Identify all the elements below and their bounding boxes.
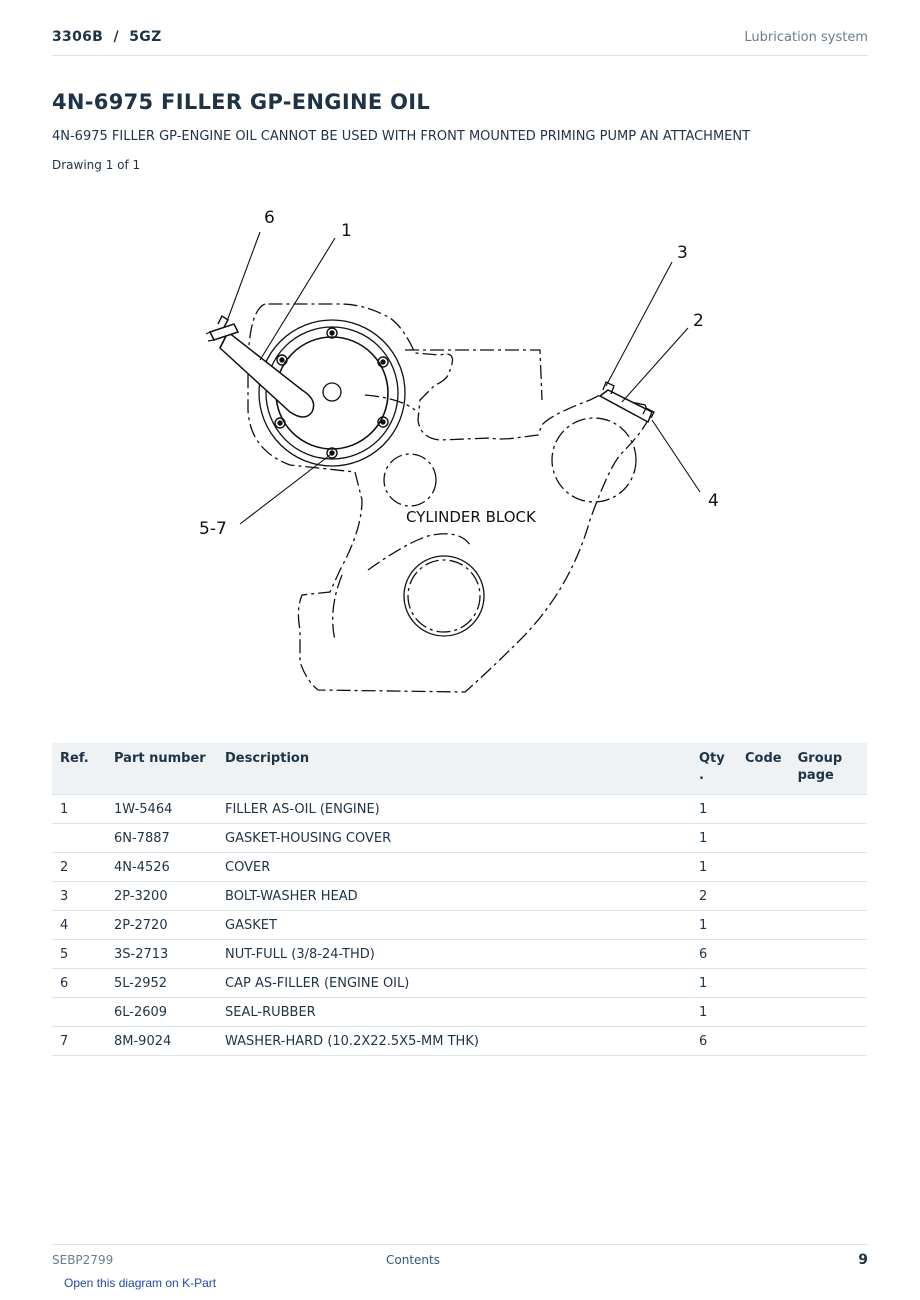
open-in-kpart-link[interactable]: Open this diagram on K-Part (64, 1276, 217, 1290)
cell-qty: 1 (691, 824, 737, 853)
document-id: SEBP2799 (52, 1253, 114, 1267)
cell-qty: 1 (691, 969, 737, 998)
table-row (52, 911, 867, 940)
cell-part-number: 4N-4526 (106, 853, 217, 882)
callout-2: 2 (693, 311, 704, 331)
header-divider (52, 55, 868, 56)
cell-description: SEAL-RUBBER (217, 998, 691, 1027)
cell-description: COVER (217, 853, 691, 882)
cell-group-page (790, 940, 867, 969)
cell-group-page (790, 1027, 867, 1056)
cell-qty: 1 (691, 853, 737, 882)
cell-description: CAP AS-FILLER (ENGINE OIL) (217, 969, 691, 998)
cell-part-number: 6N-7887 (106, 824, 217, 853)
table-row (52, 1027, 867, 1056)
header-part-number: Part number (106, 743, 217, 795)
cell-code (737, 795, 790, 824)
header-qty: Qty . (691, 743, 737, 795)
cell-description: NUT-FULL (3/8-24-THD) (217, 940, 691, 969)
cell-qty: 1 (691, 795, 737, 824)
table-row (52, 882, 867, 911)
table-header-row (52, 743, 867, 795)
page-number: 9 (858, 1252, 868, 1268)
callout-3: 3 (677, 243, 688, 263)
cell-part-number: 3S-2713 (106, 940, 217, 969)
header-ref: Ref. (52, 743, 106, 795)
cell-code (737, 1027, 790, 1056)
callout-4: 4 (708, 491, 719, 511)
cell-ref: 6 (52, 969, 106, 998)
page-title: 4N-6975 FILLER GP-ENGINE OIL (52, 90, 431, 114)
cell-ref: 1 (52, 795, 106, 824)
cell-group-page (790, 882, 867, 911)
cell-part-number: 5L-2952 (106, 969, 217, 998)
cell-ref (52, 998, 106, 1027)
header-description: Description (217, 743, 691, 795)
callout-5-7: 5-7 (199, 519, 227, 539)
callout-6: 6 (264, 208, 275, 228)
table-row (52, 853, 867, 882)
table-row (52, 795, 867, 824)
cell-qty: 1 (691, 998, 737, 1027)
cell-group-page (790, 998, 867, 1027)
cell-ref: 2 (52, 853, 106, 882)
cell-group-page (790, 853, 867, 882)
cell-code (737, 824, 790, 853)
cell-ref (52, 824, 106, 853)
cell-qty: 2 (691, 882, 737, 911)
cell-description: BOLT-WASHER HEAD (217, 882, 691, 911)
cell-part-number: 8M-9024 (106, 1027, 217, 1056)
cell-ref: 3 (52, 882, 106, 911)
page-subtitle: 4N-6975 FILLER GP-ENGINE OIL CANNOT BE USED WITH FRONT MOUNTED PRIMING PUMP AN ATTACHMENT (52, 129, 751, 144)
cell-qty: 1 (691, 911, 737, 940)
cell-part-number: 2P-3200 (106, 882, 217, 911)
cell-description: WASHER-HARD (10.2X22.5X5-MM THK) (217, 1027, 691, 1056)
cell-part-number: 6L-2609 (106, 998, 217, 1027)
cell-group-page (790, 824, 867, 853)
engine-outline (206, 232, 700, 692)
footer-divider (52, 1244, 868, 1245)
cell-description: GASKET (217, 911, 691, 940)
contents-link[interactable]: Contents (386, 1253, 440, 1267)
cell-part-number: 1W-5464 (106, 795, 217, 824)
header-code: Code (737, 743, 790, 795)
cell-code (737, 969, 790, 998)
cell-code (737, 882, 790, 911)
cell-group-page (790, 969, 867, 998)
cell-group-page (790, 911, 867, 940)
table-row (52, 969, 867, 998)
header-group-page: Group page (790, 743, 867, 795)
cylinder-block-label: CYLINDER BLOCK (406, 508, 536, 526)
cell-code (737, 911, 790, 940)
cell-description: FILLER AS-OIL (ENGINE) (217, 795, 691, 824)
callout-1: 1 (341, 221, 352, 241)
table-row (52, 940, 867, 969)
table-row (52, 824, 867, 853)
cell-description: GASKET-HOUSING COVER (217, 824, 691, 853)
section-label: Lubrication system (744, 30, 868, 45)
parts-diagram[interactable] (190, 200, 730, 700)
drawing-count: Drawing 1 of 1 (52, 158, 141, 172)
cell-code (737, 998, 790, 1027)
cell-ref: 4 (52, 911, 106, 940)
cell-qty: 6 (691, 940, 737, 969)
cell-part-number: 2P-2720 (106, 911, 217, 940)
parts-table (52, 743, 867, 1056)
cell-code (737, 940, 790, 969)
cell-qty: 6 (691, 1027, 737, 1056)
cell-ref: 7 (52, 1027, 106, 1056)
table-row (52, 998, 867, 1027)
cell-group-page (790, 795, 867, 824)
cell-code (737, 853, 790, 882)
cell-ref: 5 (52, 940, 106, 969)
model-label: 3306B / 5GZ (52, 29, 162, 45)
